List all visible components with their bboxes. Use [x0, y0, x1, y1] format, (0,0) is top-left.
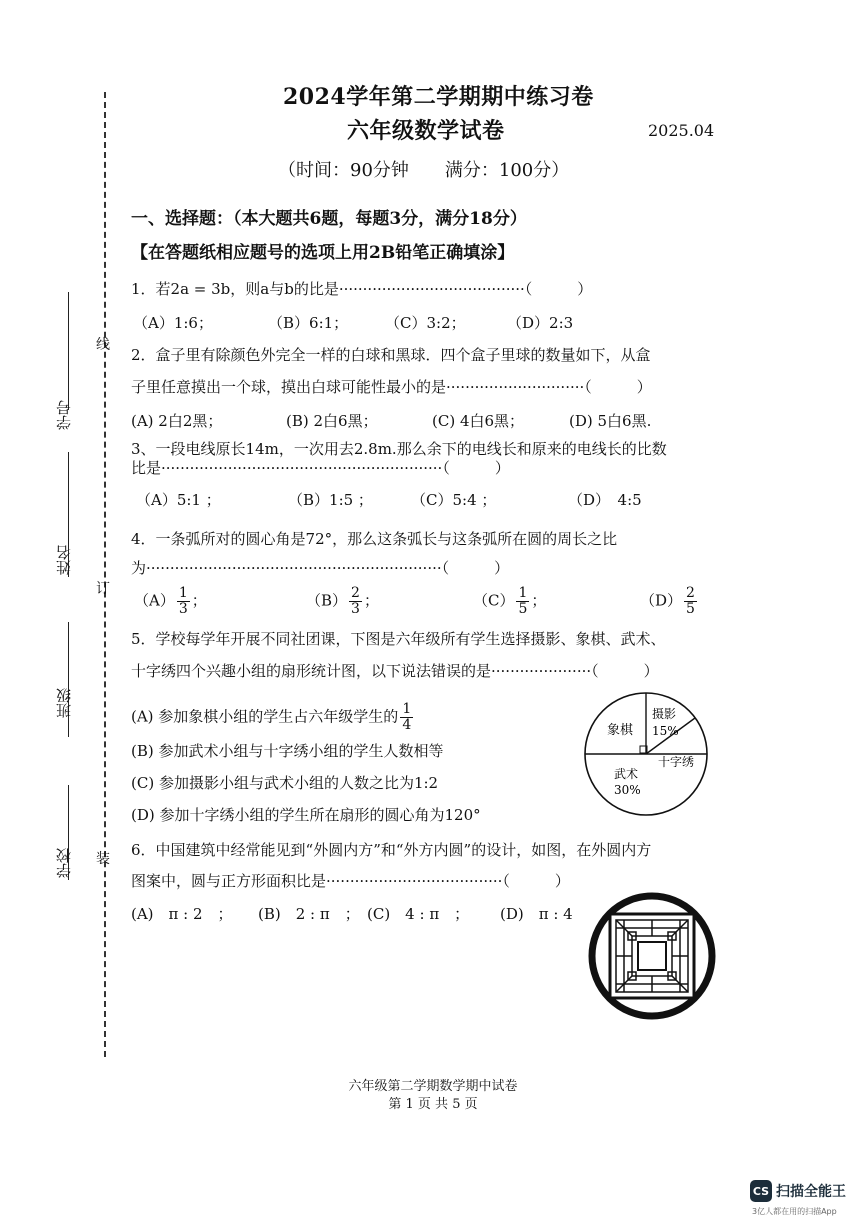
q4-d-fraction: $\frac{2}{5}$	[686, 585, 695, 617]
student-id-label: 学号	[55, 400, 73, 430]
q5-a-fraction: $\frac{1}{4}$	[402, 701, 412, 733]
q3-option-a: （A）5:1 ；	[136, 491, 221, 509]
q1-option-d: （D）2:3	[507, 314, 574, 332]
q4-c-fraction: $\frac{1}{5}$	[518, 585, 528, 617]
school-label: 学校	[55, 848, 73, 878]
exam-title: 2024学年第二学期期中练习卷	[283, 84, 594, 110]
footer-exam-name: 六年级第二学期数学期中试卷	[348, 1079, 518, 1094]
exam-time-info: （时间：90分钟 满分：100分）	[278, 160, 570, 181]
footer-page-number: 第 1 页 共 5 页	[388, 1097, 478, 1112]
exam-date: 2025.04	[648, 121, 715, 140]
pie-label-photo-pct: 15%	[652, 724, 679, 738]
q3-option-d: （D） 4:5	[568, 491, 642, 509]
q2-option-c: (C) 4白6黑；	[432, 412, 525, 430]
pie-label-chess: 象棋	[607, 723, 634, 738]
class-blank	[68, 622, 69, 737]
q1-stem: 1．若2a = 3b，则a与b的比是·······································（ ）	[131, 280, 593, 298]
name-label: 姓名	[55, 545, 73, 575]
q1-option-c: （C）3:2；	[385, 314, 466, 332]
student-id-blank	[68, 292, 69, 410]
scanner-tagline: 3亿人都在用的扫描App	[752, 1207, 837, 1216]
scanner-logo-icon: CS	[750, 1180, 772, 1202]
q2-option-b: (B) 2白6黑；	[286, 412, 378, 430]
q3-option-c: （C）5:4 ；	[411, 491, 497, 509]
binding-marker-staple: 订	[96, 581, 110, 597]
exam-subtitle: 六年级数学试卷	[347, 118, 505, 144]
q2-option-a: (A) 2白2黑；	[131, 412, 223, 430]
q3-line1: 3、一段电线原长14m，一次用去2.8m.那么余下的电线长和原来的电线长的比数	[131, 440, 667, 458]
q6-lattice-figure	[588, 892, 716, 1020]
binding-dashed-line	[104, 92, 106, 1057]
q5-line2: 十字绣四个兴趣小组的扇形统计图，以下说法错误的是·····················（ ）	[131, 662, 659, 680]
q2-line2: 子里任意摸出一个球，摸出白球可能性最小的是·····························（ ）	[131, 378, 652, 396]
binding-marker-line: 线	[96, 337, 110, 353]
q4-option-c: （C） $\frac{1}{5}$ ；	[473, 585, 547, 617]
q2-option-d: (D) 5白6黑.	[569, 412, 652, 430]
pie-label-martial-pct: 30%	[614, 783, 641, 797]
q4-line1: 4．一条弧所对的圆心角是72°，那么这条弧长与这条弧所在圆的周长之比	[131, 530, 618, 548]
q5-option-a: (A) 参加象棋小组的学生占六年级学生的 $\frac{1}{4}$	[131, 701, 412, 733]
q1-option-a: （A）1:6；	[133, 314, 213, 332]
class-label: 班级	[55, 688, 73, 718]
q2-line1: 2．盒子里有除颜色外完全一样的白球和黑球．四个盒子里球的数量如下，从盒	[131, 346, 651, 364]
q4-option-a: （A） $\frac{1}{3}$ ；	[134, 585, 207, 617]
binding-marker-bind: 装	[96, 851, 110, 867]
q6-line1: 6．中国建筑中经常能见到“外圆内方”和“外方内圆”的设计，如图，在外圆内方	[131, 841, 652, 859]
q5-option-c: (C) 参加摄影小组与武术小组的人数之比为1:2	[131, 774, 439, 792]
section-heading: 一、选择题：（本大题共6题，每题3分，满分18分）	[131, 209, 527, 229]
pie-label-photo: 摄影	[652, 707, 677, 721]
q5-option-d: (D) 参加十字绣小组的学生所在扇形的圆心角为120°	[131, 806, 481, 824]
q4-option-b: （B） $\frac{2}{3}$ ；	[306, 585, 379, 617]
q4-option-d: （D） $\frac{2}{5}$	[640, 585, 695, 617]
pie-label-cross: 十字绣	[658, 755, 695, 769]
q6-option-d: (D) π : 4	[500, 905, 573, 923]
q6-option-b: (B) 2 : π ；	[258, 905, 360, 923]
q6-option-a: (A) π : 2 ；	[131, 905, 233, 923]
q3-option-b: （B）1:5 ；	[288, 491, 373, 509]
q6-line2: 图案中，圆与正方形面积比是·····································（ ）	[131, 872, 570, 890]
q4-b-fraction: $\frac{2}{3}$	[351, 585, 360, 617]
pie-label-martial: 武术	[614, 767, 639, 781]
q3-line2: 比是···························································（ ）	[131, 459, 510, 477]
q5-pie-chart	[580, 688, 712, 820]
scanner-app-name: 扫描全能王	[776, 1184, 846, 1200]
q5-option-b: (B) 参加武术小组与十字绣小组的学生人数相等	[131, 742, 444, 760]
section-instruction: 【在答题纸相应题号的选项上用2B铅笔正确填涂】	[131, 243, 515, 263]
q4-line2: 为······························································（ ）	[131, 559, 510, 577]
q5-line1: 5．学校每学年开展不同社团课，下图是六年级所有学生选择摄影、象棋、武术、	[131, 630, 666, 648]
q1-option-b: （B）6:1；	[268, 314, 349, 332]
q4-a-fraction: $\frac{1}{3}$	[178, 585, 188, 617]
q6-option-c: (C) 4 : π ；	[367, 905, 470, 923]
